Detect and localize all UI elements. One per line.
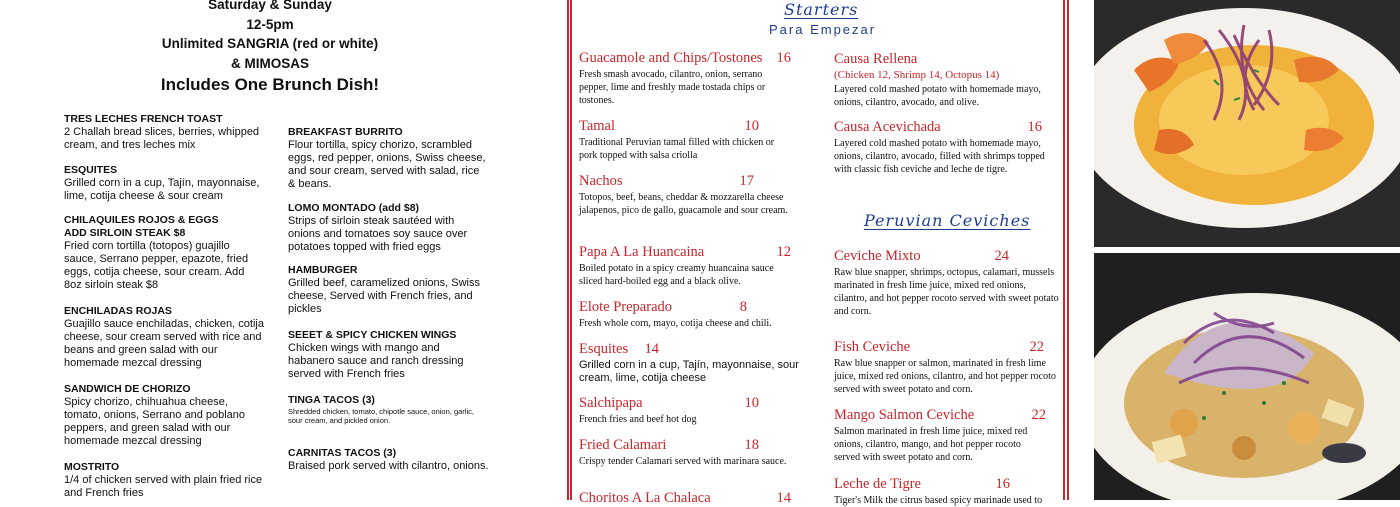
menu-item-price: 8 bbox=[739, 299, 747, 315]
menu-item bbox=[834, 51, 1059, 109]
starters-title: Starters bbox=[784, 0, 859, 19]
menu-border-right bbox=[1063, 0, 1069, 500]
menu-item-price: 24 bbox=[994, 248, 1009, 264]
menu-item bbox=[579, 118, 775, 162]
brunch-item-title: HAMBURGER bbox=[288, 264, 358, 276]
menu-item-desc: Traditional Peruvian tamal filled with chicken or pork topped with salsa criolla bbox=[579, 137, 775, 161]
brunch-item-title: ENCHILADAS ROJAS bbox=[64, 305, 172, 317]
menu-item-desc: Layered cold mashed potato with homemade mayo, onions, cilantro, avocado, and olive. bbox=[834, 84, 1041, 108]
brunch-item bbox=[288, 126, 488, 191]
brunch-item-title: SEEET & SPICY CHICKEN WINGS bbox=[288, 329, 457, 341]
brunch-item bbox=[64, 113, 264, 152]
brunch-item bbox=[64, 305, 264, 370]
brunch-item bbox=[64, 383, 264, 448]
menu-item-desc: Fresh smash avocado, cilantro, onion, serrano pepper, lime and freshly made tostada chips or tostones. bbox=[579, 69, 766, 106]
menu-item-name: Elote Preparado bbox=[579, 299, 673, 315]
menu-item bbox=[834, 119, 1045, 176]
menu-item-price: 17 bbox=[739, 173, 754, 189]
menu-item-name: Leche de Tigre bbox=[834, 476, 921, 492]
menu-item-desc: Raw blue snapper or salmon, marinated in fresh lime juice, mixed red onions, cilantro, and hot pepper rocoto served with sweet potato and corn. bbox=[834, 358, 1056, 395]
brunch-sangria: Unlimited SANGRIA (red or white) bbox=[161, 36, 379, 51]
menu-item-desc: Crispy tender Calamari served with marinara sauce. bbox=[579, 456, 787, 467]
brunch-includes: Includes One Brunch Dish! bbox=[160, 75, 380, 94]
menu-border-left bbox=[567, 0, 572, 500]
brunch-item-title: LOMO MONTADO (add $8) bbox=[288, 202, 420, 214]
menu-item-price: 14 bbox=[644, 341, 659, 357]
menu-item bbox=[579, 395, 759, 426]
brunch-item-title: TINGA TACOS (3) bbox=[288, 394, 375, 406]
shrimp-dish-photo bbox=[1094, 0, 1400, 247]
menu-item bbox=[579, 490, 791, 507]
menu-item-name: Papa A La Huancaina bbox=[579, 244, 705, 260]
brunch-item-desc: Grilled corn in a cup, Tajín, mayonnaise, lime, cotija cheese & sour cream bbox=[64, 177, 260, 202]
menu-item bbox=[834, 407, 1046, 464]
brunch-item-desc: Strips of sirloin steak sautéed with onions and tomatoes soy sauce over potatoes topped with fried eggs bbox=[288, 215, 468, 253]
menu-item-price: 16 bbox=[1027, 119, 1042, 135]
brunch-item bbox=[64, 214, 264, 292]
menu-item bbox=[834, 476, 1043, 507]
brunch-item-title-addon: ADD SIRLOIN STEAK $8 bbox=[64, 227, 186, 239]
brunch-item-desc: 2 Challah bread slices, berries, whipped cream, and tres leches mix bbox=[64, 126, 260, 151]
menu-item-desc: Salmon marinated in fresh lime juice, mixed red onions, cilantro, mango, and hot pepper rocoto served with sweet potato and corn. bbox=[834, 426, 1028, 463]
ceviche-dish-photo bbox=[1094, 253, 1400, 500]
brunch-item-title: BREAKFAST BURRITO bbox=[288, 126, 403, 138]
menu-item-desc: French fries and beef hot dog bbox=[579, 414, 697, 425]
menu-item-price: 22 bbox=[1029, 339, 1044, 355]
brunch-item bbox=[288, 394, 488, 425]
menu-item bbox=[834, 248, 1059, 318]
menu-item-name: Mango Salmon Ceviche bbox=[834, 407, 975, 423]
menu-item-price: 16 bbox=[776, 50, 791, 66]
menu-item-price: 12 bbox=[776, 244, 791, 260]
menu-item-name: Ceviche Mixto bbox=[834, 248, 921, 264]
brunch-item bbox=[288, 447, 498, 473]
brunch-mimosas: & MIMOSAS bbox=[230, 55, 309, 71]
brunch-item bbox=[288, 329, 488, 381]
brunch-item-title: CARNITAS TACOS (3) bbox=[288, 447, 397, 459]
brunch-item-desc: Guajillo sauce enchiladas, chicken, cotija cheese, sour cream served with rice and beans and green salad with our homemade mezcal dressing bbox=[64, 318, 264, 369]
menu-item-name: Fish Ceviche bbox=[834, 339, 911, 355]
brunch-item-desc: Fried corn tortilla (totopos) guajillo sauce, Serrano pepper, epazote, fried eggs, cotija cheese, sour cream. Add 8oz sirloin steak $8 bbox=[64, 240, 249, 291]
brunch-item-desc: Chicken wings with mango and habanero sauce and ranch dressing served with French fries bbox=[288, 342, 464, 380]
menu-item-desc: Tiger's Milk the citrus based spicy marinade used to bbox=[834, 495, 1043, 506]
menu-item bbox=[579, 299, 772, 330]
brunch-item-title: SANDWICH DE CHORIZO bbox=[64, 383, 191, 395]
menu-item-name: Esquites bbox=[579, 341, 629, 357]
menu-item-price: 22 bbox=[1031, 407, 1046, 423]
brunch-item-desc: Spicy chorizo, chihuahua cheese, tomato, onions, Serrano and poblano peppers, and green salad with our homemade mezcal dressing bbox=[64, 396, 246, 447]
brunch-item-title: ESQUITES bbox=[64, 164, 118, 176]
menu-item bbox=[579, 437, 787, 468]
brunch-days: Saturday & Sunday bbox=[208, 0, 332, 12]
menu-item bbox=[579, 50, 791, 107]
brunch-item-desc: Flour tortilla, spicy chorizo, scrambled eggs, red pepper, onions, Swiss cheese, and sour cream, served with salad, rice & beans. bbox=[288, 139, 486, 190]
menu-item-name: Guacamole and Chips/Tostones bbox=[579, 50, 763, 66]
menu-item bbox=[834, 339, 1056, 396]
menu-item-name: Tamal bbox=[579, 118, 616, 134]
brunch-item bbox=[288, 264, 488, 316]
menu-item-name: Causa Acevichada bbox=[834, 119, 941, 135]
brunch-item-desc: Grilled beef, caramelized onions, Swiss cheese, Served with French fries, and pickles bbox=[288, 277, 480, 315]
menu-item-desc: Boiled potato in a spicy creamy huancaina sauce sliced hard-boiled egg and a black olive. bbox=[579, 263, 774, 287]
starters-subtitle: Para Empezar bbox=[769, 22, 877, 37]
brunch-item-title: CHILAQUILES ROJOS & EGGS bbox=[64, 214, 219, 226]
brunch-item bbox=[64, 461, 264, 500]
brunch-item-title: MOSTRITO bbox=[64, 461, 120, 473]
menu-item-price: 18 bbox=[744, 437, 759, 453]
menu-item-price: 14 bbox=[776, 490, 791, 506]
menu-item bbox=[579, 341, 799, 385]
menu-item-price: 10 bbox=[744, 118, 759, 134]
menu-item-name: Nachos bbox=[579, 173, 623, 189]
brunch-item-desc: Shredded chicken, tomato, chipotle sauce, onion, garlic, sour cream, and pickled onion. bbox=[288, 407, 474, 425]
brunch-item bbox=[288, 202, 488, 254]
brunch-header bbox=[120, 0, 420, 97]
menu-item-desc: Layered cold mashed potato with homemade mayo, onions, cilantro, avocado, filled with shrimps topped with classic fish ceviche and leche de tigre. bbox=[834, 138, 1045, 175]
menu-item-desc: Grilled corn in a cup, Tajín, mayonnaise, sour cream, lime, cotija cheese bbox=[579, 359, 799, 384]
brunch-item bbox=[64, 164, 264, 203]
menu-item-price: 10 bbox=[744, 395, 759, 411]
brunch-hours: 12-5pm bbox=[246, 16, 294, 32]
menu-item-desc: Fresh whole corn, mayo, cotija cheese and chili. bbox=[579, 318, 772, 329]
brunch-item-title: TRES LECHES FRENCH TOAST bbox=[64, 113, 223, 125]
menu-item-price: 16 bbox=[995, 476, 1010, 492]
menu-item-name: Fried Calamari bbox=[579, 437, 667, 453]
menu-item-desc: Totopos, beef, beans, cheddar & mozzarella cheese jalapenos, pico de gallo, guacamole and sour cream. bbox=[579, 192, 788, 216]
menu-item-price-options: (Chicken 12, Shrimp 14, Octopus 14) bbox=[834, 69, 1000, 81]
brunch-item-desc: Braised pork served with cilantro, onions. bbox=[288, 460, 489, 472]
ceviches-title: Peruvian Ceviches bbox=[864, 211, 1031, 230]
menu-item-desc: Raw blue snapper, shrimps, octopus, calamari, mussels marinated in fresh lime juice, mixed red onions, cilantro, and hot pepper rocoto served with sweet potato and corn. bbox=[834, 267, 1059, 317]
menu-item-name: Causa Rellena bbox=[834, 51, 918, 67]
menu-item-name: Choritos A La Chalaca bbox=[579, 490, 711, 506]
menu-item-name: Salchipapa bbox=[579, 395, 643, 411]
menu-item bbox=[579, 173, 788, 217]
brunch-item-desc: 1/4 of chicken served with plain fried rice and French fries bbox=[64, 474, 263, 499]
menu-item bbox=[579, 244, 791, 288]
